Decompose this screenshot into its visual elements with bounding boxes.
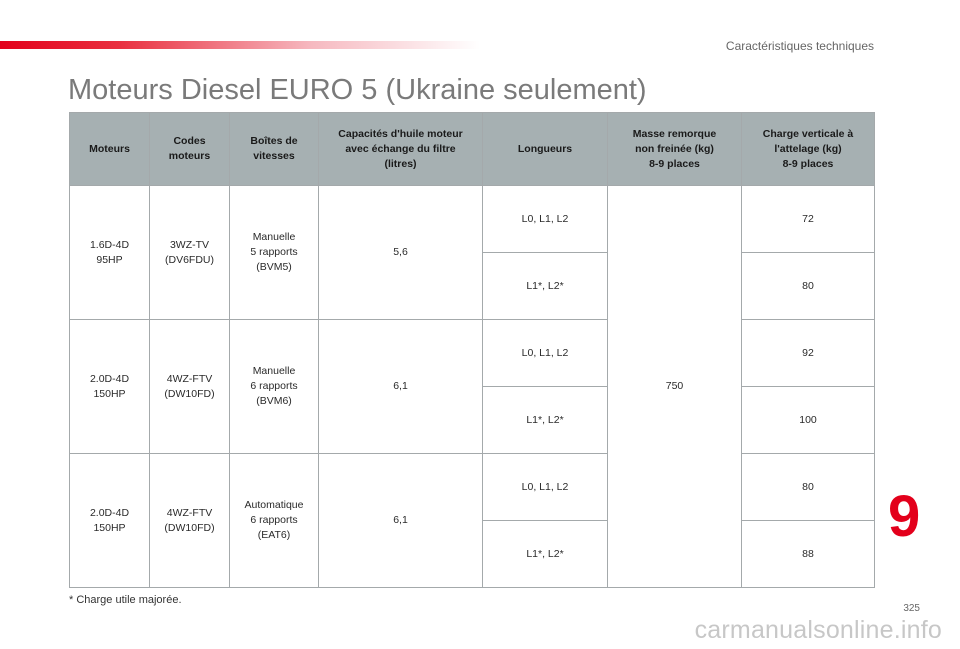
engine-spec-table bbox=[69, 112, 875, 588]
length-cell: L0, L1, L2 bbox=[483, 454, 608, 521]
oil-capacity-cell: 6,1 bbox=[319, 454, 483, 588]
vertical-load-cell: 88 bbox=[742, 521, 875, 588]
top-accent-bar bbox=[0, 41, 480, 49]
oil-capacity-cell: 5,6 bbox=[319, 186, 483, 320]
vertical-load-cell: 72 bbox=[742, 186, 875, 253]
table-row bbox=[70, 454, 875, 521]
header-masse-remorque: Masse remorque non freinée (kg) 8-9 places bbox=[608, 113, 742, 186]
header-charge-verticale: Charge verticale à l'attelage (kg) 8-9 places bbox=[742, 113, 875, 186]
table-row bbox=[70, 320, 875, 387]
header-capacite-huile: Capacités d'huile moteur avec échange du filtre (litres) bbox=[319, 113, 483, 186]
length-cell: L1*, L2* bbox=[483, 387, 608, 454]
header-boites-vitesses: Boîtes de vitesses bbox=[230, 113, 319, 186]
vertical-load-cell: 92 bbox=[742, 320, 875, 387]
gearbox-cell: Automatique 6 rapports (EAT6) bbox=[230, 454, 319, 588]
section-title: Caractéristiques techniques bbox=[725, 39, 874, 53]
length-cell: L0, L1, L2 bbox=[483, 320, 608, 387]
header-codes-moteurs: Codes moteurs bbox=[150, 113, 230, 186]
vertical-load-cell: 80 bbox=[742, 454, 875, 521]
engine-code-cell: 4WZ-FTV (DW10FD) bbox=[150, 320, 230, 454]
engine-cell: 2.0D-4D 150HP bbox=[70, 454, 150, 588]
vertical-load-cell: 80 bbox=[742, 253, 875, 320]
length-cell: L0, L1, L2 bbox=[483, 186, 608, 253]
length-cell: L1*, L2* bbox=[483, 521, 608, 588]
oil-capacity-cell: 6,1 bbox=[319, 320, 483, 454]
gearbox-cell: Manuelle 5 rapports (BVM5) bbox=[230, 186, 319, 320]
footnote: * Charge utile majorée. bbox=[69, 594, 182, 606]
engine-code-cell: 3WZ-TV (DV6FDU) bbox=[150, 186, 230, 320]
length-cell: L1*, L2* bbox=[483, 253, 608, 320]
trailer-mass-cell: 750 bbox=[608, 186, 742, 588]
table-row bbox=[70, 186, 875, 253]
vertical-load-cell: 100 bbox=[742, 387, 875, 454]
engine-cell: 2.0D-4D 150HP bbox=[70, 320, 150, 454]
chapter-number: 9 bbox=[888, 484, 921, 549]
engine-code-cell: 4WZ-FTV (DW10FD) bbox=[150, 454, 230, 588]
watermark: carmanualsonline.info bbox=[694, 616, 942, 644]
engine-cell: 1.6D-4D 95HP bbox=[70, 186, 150, 320]
page-title: Moteurs Diesel EURO 5 (Ukraine seulement) bbox=[68, 74, 647, 106]
gearbox-cell: Manuelle 6 rapports (BVM6) bbox=[230, 320, 319, 454]
header-moteurs: Moteurs bbox=[70, 113, 150, 186]
header-longueurs: Longueurs bbox=[483, 113, 608, 186]
page-number: 325 bbox=[903, 603, 920, 614]
table-header-row bbox=[70, 113, 875, 186]
